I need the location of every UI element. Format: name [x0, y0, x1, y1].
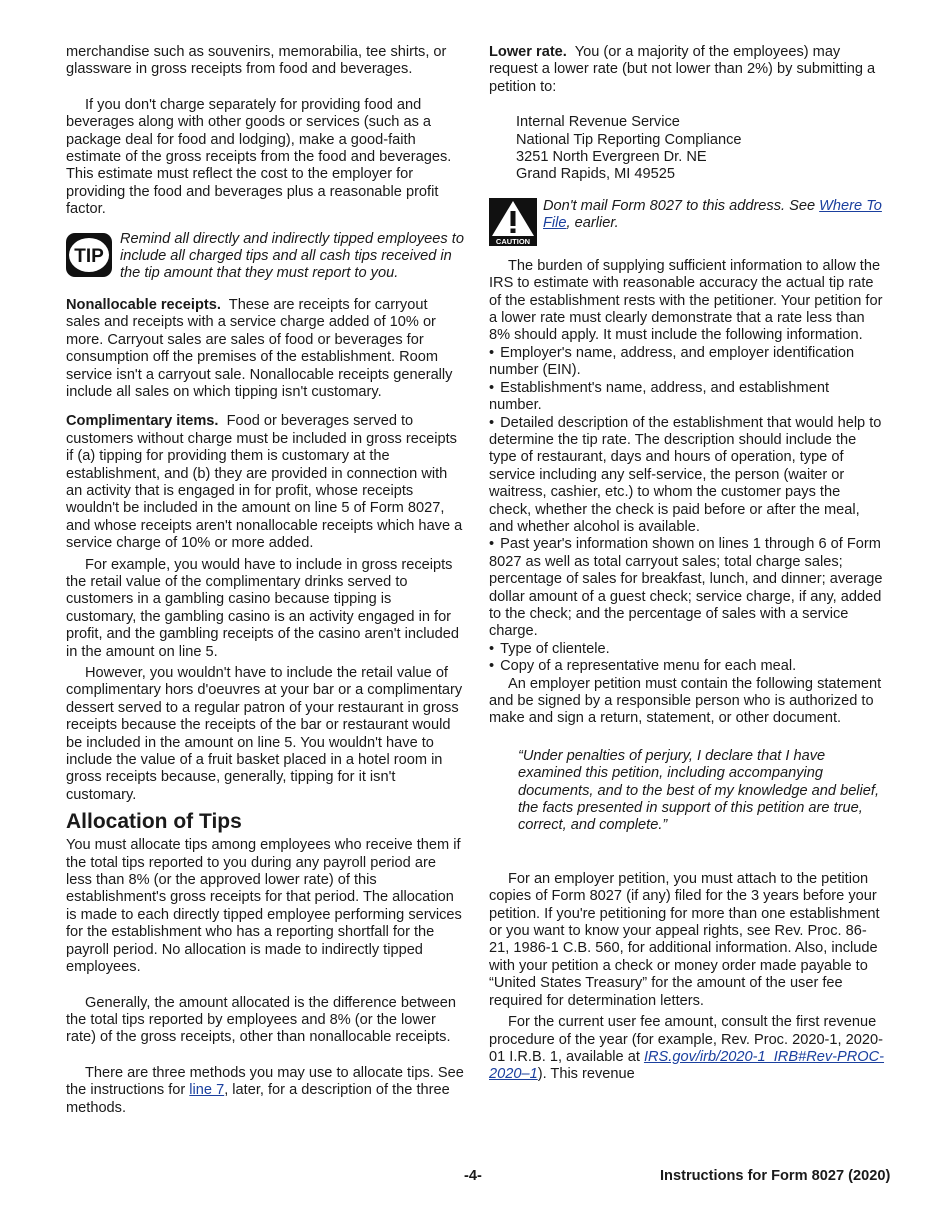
three-methods-text-a: There are three methods you may use to allocate tips. See the instructions for [66, 1064, 464, 1099]
irs-irb-link[interactable]: IRS.gov/irb/2020-1_IRB#Rev-PROC-2020–1 [489, 1048, 885, 1083]
tip-callout [66, 231, 464, 283]
bullet-item: • Past year's information shown on lines 1 through 6 of Form 8027 as well as total carryout sales; total charge sales; percentage of sales for breakfast, lunch, and dinner; average dollar amount of a guest check; service charge, if any, added to the check; and the percentage of sales with a service charge. [489, 536, 885, 640]
bullet-item: • Establishment's name, address, and establishment number. [489, 380, 885, 415]
lower-rate-text: You (or a majority of the employees) may request a lower rate (but not lower than 2%) by submitting a petition to: [489, 44, 876, 95]
irs-address [516, 114, 885, 184]
complimentary-text: Food or beverages served to customers without charge must be included in gross receipts if (a) tipping for providing them is customary at the establishment, and (b) they are provided in connection with an activity that is engaged in for profit, whose receipts wouldn't be included in the amount on line 5 of Form 8027, and whose receipts aren't nonallocable receipts which have a service charge of 10% or more added. [66, 413, 463, 552]
document-title: Instructions for Form 8027 (2020) [660, 1168, 891, 1184]
paragraph-attach: For an employer petition, you must attach to the petition copies of Form 8027 (if any) filed for the 3 years before your petition. If you're petitioning for more than one establishment or you want to know your appeal rights, see Rev. Proc. 86-21, 1986-1 C.B. 560, for additional information. Also, include with your petition a check or money order made payable to “United States Treasury” for the amount of the user fee required for determination letters. [489, 870, 880, 1009]
where-to-file-link[interactable]: Where To File [543, 197, 882, 232]
caution-icon [489, 198, 537, 246]
paragraph-generally: Generally, the amount allocated is the difference between the total tips reported by employees and 8% (or the lower rate) of the gross receipts, other than nonallocable receipts. [66, 994, 457, 1046]
nonallocable-text: These are receipts for carryout sales and receipts with a service charge added of 10% or more. Carryout sales are sales of food or beverages for consumption off the premises of the establishment. Room service isn't a carryout sale. Nonallocable receipts generally include all sales on which tipping isn't customary. [66, 296, 453, 400]
bullet-item: • Copy of a representative menu for each meal. [489, 658, 885, 675]
section-title: Allocation of Tips [66, 810, 242, 834]
lower-rate-heading: Lower rate. [489, 44, 567, 60]
paragraph-lower-rate [489, 44, 885, 96]
caution-callout [489, 198, 885, 244]
address-line-2: National Tip Reporting Compliance [516, 131, 742, 148]
caution-label: CAUTION [495, 236, 531, 246]
right-column [489, 44, 885, 1084]
tip-text: Remind all directly and indirectly tipped employees to include all charged tips and all cash tips received in the tip amount that they must report to you. [120, 230, 464, 282]
address-line-1: Internal Revenue Service [516, 114, 680, 131]
line-7-link[interactable]: line 7 [189, 1082, 225, 1099]
complimentary-heading: Complimentary items. [66, 413, 219, 430]
caution-text-a: Don't mail Form 8027 to this address. See [543, 197, 820, 214]
left-column [66, 44, 464, 1117]
bullet-item: • Detailed description of the establishment that would help to determine the tip rate. The description should include the type of restaurant, days and hours of operation, type of service including any self-service, the person (waiter or waitress, cashier, etc.) to whom the customer pays the check, whether the check is paid before or after the meal, and whether alcohol is available. [489, 415, 885, 537]
address-line-3: 3251 North Evergreen Dr. NE [516, 149, 707, 166]
caution-text-b: , earlier. [566, 215, 619, 232]
paragraph-employer-petition: An employer petition must contain the following statement and be signed by a responsible person who is authorized to make and sign a return, statement, or other document. [489, 675, 882, 727]
perjury-statement: “Under penalties of perjury, I declare that I have examined this petition, including accompanying documents, and to the best of my knowledge and belief, the facts presented in support of this petition are true, correct, and complete.” [518, 747, 880, 834]
user-fee-text-b: ). This revenue [537, 1066, 635, 1083]
user-fee-text-a: For the current user fee amount, consult the first revenue procedure of the year (for example, Rev. Proc. 2020-1, 2020-01 I.R.B. 1, available at [489, 1014, 883, 1065]
paragraph-burden: The burden of supplying sufficient information to allow the IRS to estimate with reasonable accuracy the actual tip rate of the establishment rests with the petitioner. Your petition for a lower rate must clearly demonstrate that a rate less than 8% should apply. It must include the following information. [489, 257, 883, 344]
caution-text [543, 198, 882, 231]
three-methods-text-b: , later, for a description of the three methods. [66, 1082, 450, 1116]
address-line-4: Grand Rapids, MI 49525 [516, 166, 675, 183]
bullet-item: • Type of clientele. [489, 641, 885, 658]
tip-label: TIP [74, 245, 104, 267]
page-number: -4- [464, 1168, 482, 1184]
paragraph-allocation: You must allocate tips among employees who receive them if the total tips reported to you during any payroll period are less than 8% (or the approved lower rate) of this establishment's gross receipts for that period. The allocation is made to each directly tipped employee performing services for the establishment who has a reporting shortfall for the payroll period. No allocation is made to indirectly tipped employees. [66, 837, 462, 976]
paragraph-complimentary [66, 413, 464, 552]
paragraph-example: For example, you would have to include in gross receipts the retail value of the complimentary drinks served to customers in a gambling casino because tipping is customary, the gambling casino is an activity engaged in for profit, and the gambling receipts of the casino aren't included in the amount on line 5. [66, 556, 460, 660]
paragraph-user-fee [489, 1014, 885, 1084]
nonallocable-heading: Nonallocable receipts. [66, 296, 221, 313]
paragraph-merchandise: merchandise such as souvenirs, memorabilia, tee shirts, or glassware in gross receipts from food and beverages. [66, 44, 447, 78]
paragraph-however: However, you wouldn't have to include the retail value of complimentary hors d'oeuvres at your bar or a complimentary dessert served to a regular patron of your restaurant in gross receipts because the receipts of the bar or restaurant would be included in the amount on line 5. You wouldn't have to include the value of a fruit basket placed in a hotel room in gross receipts because, generally, tipping for it isn't customary. [66, 665, 463, 803]
bullet-item: • Employer's name, address, and employer identification number (EIN). [489, 345, 885, 380]
paragraph-three-methods [66, 1065, 464, 1117]
paragraph-separate-charge: If you don't charge separately for providing food and beverages along with other goods or services (such as a package deal for food and lodging), make a good-faith estimate of the gross receipts from the food and beverages. This estimate must reflect the cost to the employer for providing the food and beverages plus a reasonable profit factor. [66, 96, 452, 218]
tip-icon [66, 233, 112, 277]
paragraph-nonallocable [66, 297, 464, 401]
